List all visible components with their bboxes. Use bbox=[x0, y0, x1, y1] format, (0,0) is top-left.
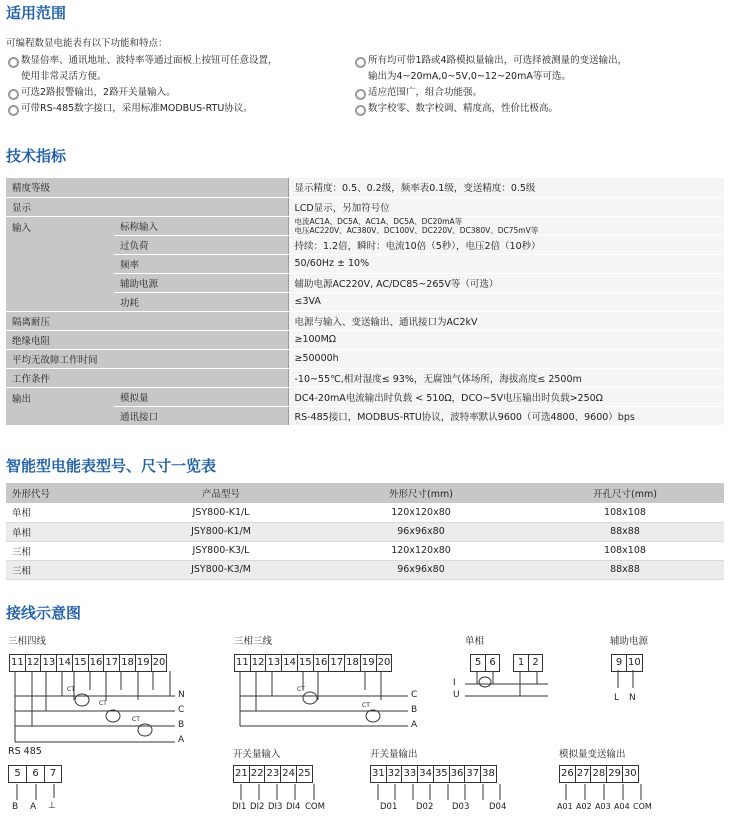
terminal: 17 bbox=[328, 654, 344, 672]
terminal: 20 bbox=[376, 654, 393, 672]
terminal: 13 bbox=[40, 654, 56, 672]
terminal: 22 bbox=[249, 765, 265, 783]
spec-label: 隔离耐压 bbox=[6, 311, 288, 330]
feature-text: 可选2路报警输出，2路开关量输入。 bbox=[21, 87, 176, 98]
spec-value: ≤3VA bbox=[288, 292, 724, 311]
spec-sublabel: 频率 bbox=[114, 254, 288, 273]
terminal: 16 bbox=[313, 654, 329, 672]
terminal: 25 bbox=[296, 765, 313, 783]
terminal: 19 bbox=[135, 654, 151, 672]
line-label: DI3 bbox=[268, 802, 283, 812]
column-header: 产品型号 bbox=[126, 483, 316, 503]
line-label: N bbox=[629, 693, 636, 703]
wiring-title: 辅助电源 bbox=[610, 636, 649, 647]
terminal: 12 bbox=[250, 654, 266, 672]
table-cell: 88x88 bbox=[526, 560, 724, 579]
terminal: 30 bbox=[622, 765, 639, 783]
line-label: A03 bbox=[595, 802, 611, 811]
spec-value-line: 电压AC220V、AC380V、DC100V、DC220V、DC380V、DC75mV等 bbox=[294, 225, 539, 235]
spec-label: 平均无故障工作时间 bbox=[6, 349, 288, 368]
terminal: 11 bbox=[234, 654, 250, 672]
line-label: D03 bbox=[452, 802, 470, 812]
spec-value-line: 电流AC1A、DC5A、AC1A、DC5A、DC20mA等 bbox=[294, 216, 463, 226]
wiring-title: 模拟量变送输出 bbox=[559, 749, 626, 760]
table-cell: 108x108 bbox=[526, 541, 724, 560]
terminal: 23 bbox=[264, 765, 280, 783]
column-header: 外形尺寸(mm) bbox=[316, 483, 526, 503]
table-cell: 120x120x80 bbox=[316, 503, 526, 522]
feature-text: 可带RS-485数字接口，采用标准MODBUS-RTU协议。 bbox=[21, 103, 253, 114]
line-label: COM bbox=[633, 802, 652, 811]
spec-value: 辅助电源AC220V, AC/DC85~265V等（可选） bbox=[288, 273, 724, 292]
terminal: 17 bbox=[103, 654, 119, 672]
feature-text: 适应范围广，组合功能强。 bbox=[368, 87, 483, 98]
table-cell: 单相 bbox=[6, 503, 126, 522]
column-header: 开孔尺寸(mm) bbox=[526, 483, 724, 503]
table-cell: 120x120x80 bbox=[316, 541, 526, 560]
spec-value: 显示精度：0.5、0.2级，频率表0.1级，变送精度：0.5级 bbox=[288, 178, 724, 197]
spec-value: -10~55℃,相对湿度≤ 93%，无腐蚀气体场所，海拔高度≤ 2500m bbox=[288, 368, 724, 387]
feature-text: 输出为4~20mA,0~5V,0~12~20mA等可选。 bbox=[368, 71, 571, 82]
wiring-title: 开关量输入 bbox=[233, 749, 281, 760]
terminal: 9 bbox=[611, 654, 626, 672]
spec-value: 电源与输入、变送输出、通讯接口为AC2kV bbox=[288, 311, 724, 330]
table-cell: 单相 bbox=[6, 522, 126, 541]
terminal: 13 bbox=[265, 654, 281, 672]
spec-sublabel: 功耗 bbox=[114, 292, 288, 311]
spec-label: 输入 bbox=[6, 216, 114, 311]
line-label: A bbox=[178, 735, 185, 745]
terminal: 32 bbox=[386, 765, 402, 783]
section-title-wiring: 接线示意图 bbox=[6, 604, 82, 622]
terminal: 31 bbox=[370, 765, 386, 783]
terminal: 38 bbox=[480, 765, 497, 783]
terminal: 14 bbox=[56, 654, 72, 672]
table-cell: 三相 bbox=[6, 541, 126, 560]
terminal: 26 bbox=[559, 765, 575, 783]
line-label: A04 bbox=[614, 802, 630, 811]
table-cell: JSY800-K1/L bbox=[126, 503, 316, 522]
wiring-title: 开关量输出 bbox=[370, 749, 418, 760]
line-label: A bbox=[411, 720, 418, 730]
line-label: D02 bbox=[416, 802, 434, 812]
table-cell: 三相 bbox=[6, 560, 126, 579]
section-title-models: 智能型电能表型号、尺寸一览表 bbox=[6, 457, 217, 475]
line-label: ⊥ bbox=[48, 801, 56, 811]
spec-label: 精度等级 bbox=[6, 178, 288, 197]
table-cell: 88x88 bbox=[526, 522, 724, 541]
column-header: 外形代号 bbox=[6, 483, 126, 503]
table-cell: JSY800-K3/L bbox=[126, 541, 316, 560]
terminal: 36 bbox=[449, 765, 465, 783]
line-label: A02 bbox=[576, 802, 592, 811]
terminal: 6 bbox=[26, 765, 44, 783]
line-label: A bbox=[30, 802, 37, 812]
line-label: U bbox=[453, 690, 460, 700]
ct-label: CT bbox=[99, 700, 107, 707]
terminal: 28 bbox=[590, 765, 606, 783]
spec-sublabel: 模拟量 bbox=[114, 387, 288, 406]
ct-label: CT bbox=[297, 686, 305, 693]
terminal: 1 bbox=[513, 654, 528, 672]
section-title-scope: 适用范围 bbox=[6, 4, 67, 22]
spec-sublabel: 辅助电源 bbox=[114, 273, 288, 292]
feature-text: 数显倍率、通讯地址、波特率等通过面板上按钮可任意设置， bbox=[21, 55, 278, 66]
terminal: 29 bbox=[606, 765, 622, 783]
spec-label: 显示 bbox=[6, 197, 288, 216]
feature-text: 所有均可带1路或4路模拟量输出，可选择被测量的变送输出， bbox=[368, 55, 628, 66]
line-label: DI2 bbox=[250, 802, 265, 812]
terminal: 19 bbox=[360, 654, 376, 672]
wiring-title: 三相三线 bbox=[234, 636, 273, 647]
terminal: 18 bbox=[119, 654, 135, 672]
terminal: 15 bbox=[297, 654, 313, 672]
line-label: D01 bbox=[380, 802, 398, 812]
spec-value: 持续：1.2倍，瞬时：电流10倍（5秒），电压2倍（10秒） bbox=[288, 235, 724, 254]
table-cell: 96x96x80 bbox=[316, 522, 526, 541]
spec-sublabel: 过负荷 bbox=[114, 235, 288, 254]
section-title-spec: 技术指标 bbox=[6, 147, 67, 165]
terminal: 20 bbox=[151, 654, 168, 672]
line-label: COM bbox=[305, 802, 325, 812]
terminal: 2 bbox=[528, 654, 543, 672]
spec-label: 工作条件 bbox=[6, 368, 288, 387]
terminal: 27 bbox=[575, 765, 591, 783]
line-label: DI1 bbox=[232, 802, 247, 812]
terminal: 12 bbox=[25, 654, 41, 672]
spec-value: RS-485接口，MODBUS-RTU协议，波特率默认9600（可选4800、9600）bps bbox=[288, 406, 724, 425]
terminal: 24 bbox=[280, 765, 296, 783]
table-cell: JSY800-K1/M bbox=[126, 522, 316, 541]
table-cell: 96x96x80 bbox=[316, 560, 526, 579]
wiring-title: 单相 bbox=[465, 636, 485, 647]
spec-label: 绝缘电阻 bbox=[6, 330, 288, 349]
terminal: 14 bbox=[281, 654, 297, 672]
ct-label: CT bbox=[132, 716, 140, 723]
line-label: L bbox=[614, 693, 620, 703]
spec-value: ≥100MΩ bbox=[288, 330, 724, 349]
terminal: 33 bbox=[401, 765, 417, 783]
spec-value: 50/60Hz ± 10% bbox=[288, 254, 724, 273]
spec-sublabel: 通讯接口 bbox=[114, 406, 288, 425]
line-label: B bbox=[178, 720, 185, 730]
terminal: 10 bbox=[626, 654, 643, 672]
intro-text: 可编程数显电能表有以下功能和特点： bbox=[6, 38, 168, 49]
spec-sublabel: 标称输入 bbox=[114, 216, 288, 235]
wiring-title: 三相四线 bbox=[8, 636, 47, 647]
terminal: 5 bbox=[470, 654, 485, 672]
terminal: 16 bbox=[88, 654, 104, 672]
terminal: 35 bbox=[433, 765, 449, 783]
spec-value: LCD显示，另加符号位 bbox=[288, 197, 724, 216]
wiring-title: RS 485 bbox=[8, 746, 42, 757]
terminal: 37 bbox=[464, 765, 480, 783]
terminal: 7 bbox=[44, 765, 62, 783]
terminal: 11 bbox=[9, 654, 25, 672]
line-label: N bbox=[178, 690, 185, 700]
feature-text: 使用非常灵活方便。 bbox=[21, 71, 107, 82]
terminal: 18 bbox=[344, 654, 360, 672]
line-label: DI4 bbox=[286, 802, 301, 812]
ct-label: CT bbox=[362, 702, 370, 709]
terminal: 21 bbox=[233, 765, 249, 783]
spec-label: 输出 bbox=[6, 387, 114, 425]
line-label: C bbox=[178, 705, 185, 715]
terminal: 6 bbox=[485, 654, 500, 672]
line-label: D04 bbox=[489, 802, 507, 812]
spec-value: DC4-20mA电流输出时负载 < 510Ω，DCO~5V电压输出时负载>250Ω bbox=[288, 387, 724, 406]
table-cell: 108x108 bbox=[526, 503, 724, 522]
line-label: B bbox=[12, 802, 19, 812]
terminal: 5 bbox=[8, 765, 26, 783]
line-label: C bbox=[411, 690, 418, 700]
ct-label: CT bbox=[67, 686, 75, 693]
terminal: 15 bbox=[72, 654, 88, 672]
spec-value: ≥50000h bbox=[288, 349, 724, 368]
line-label: B bbox=[411, 705, 418, 715]
line-label: I bbox=[453, 678, 456, 688]
terminal: 34 bbox=[417, 765, 433, 783]
table-cell: JSY800-K3/M bbox=[126, 560, 316, 579]
line-label: A01 bbox=[557, 802, 573, 811]
feature-text: 数字校零、数字校调、精度高，性价比极高。 bbox=[368, 103, 559, 114]
